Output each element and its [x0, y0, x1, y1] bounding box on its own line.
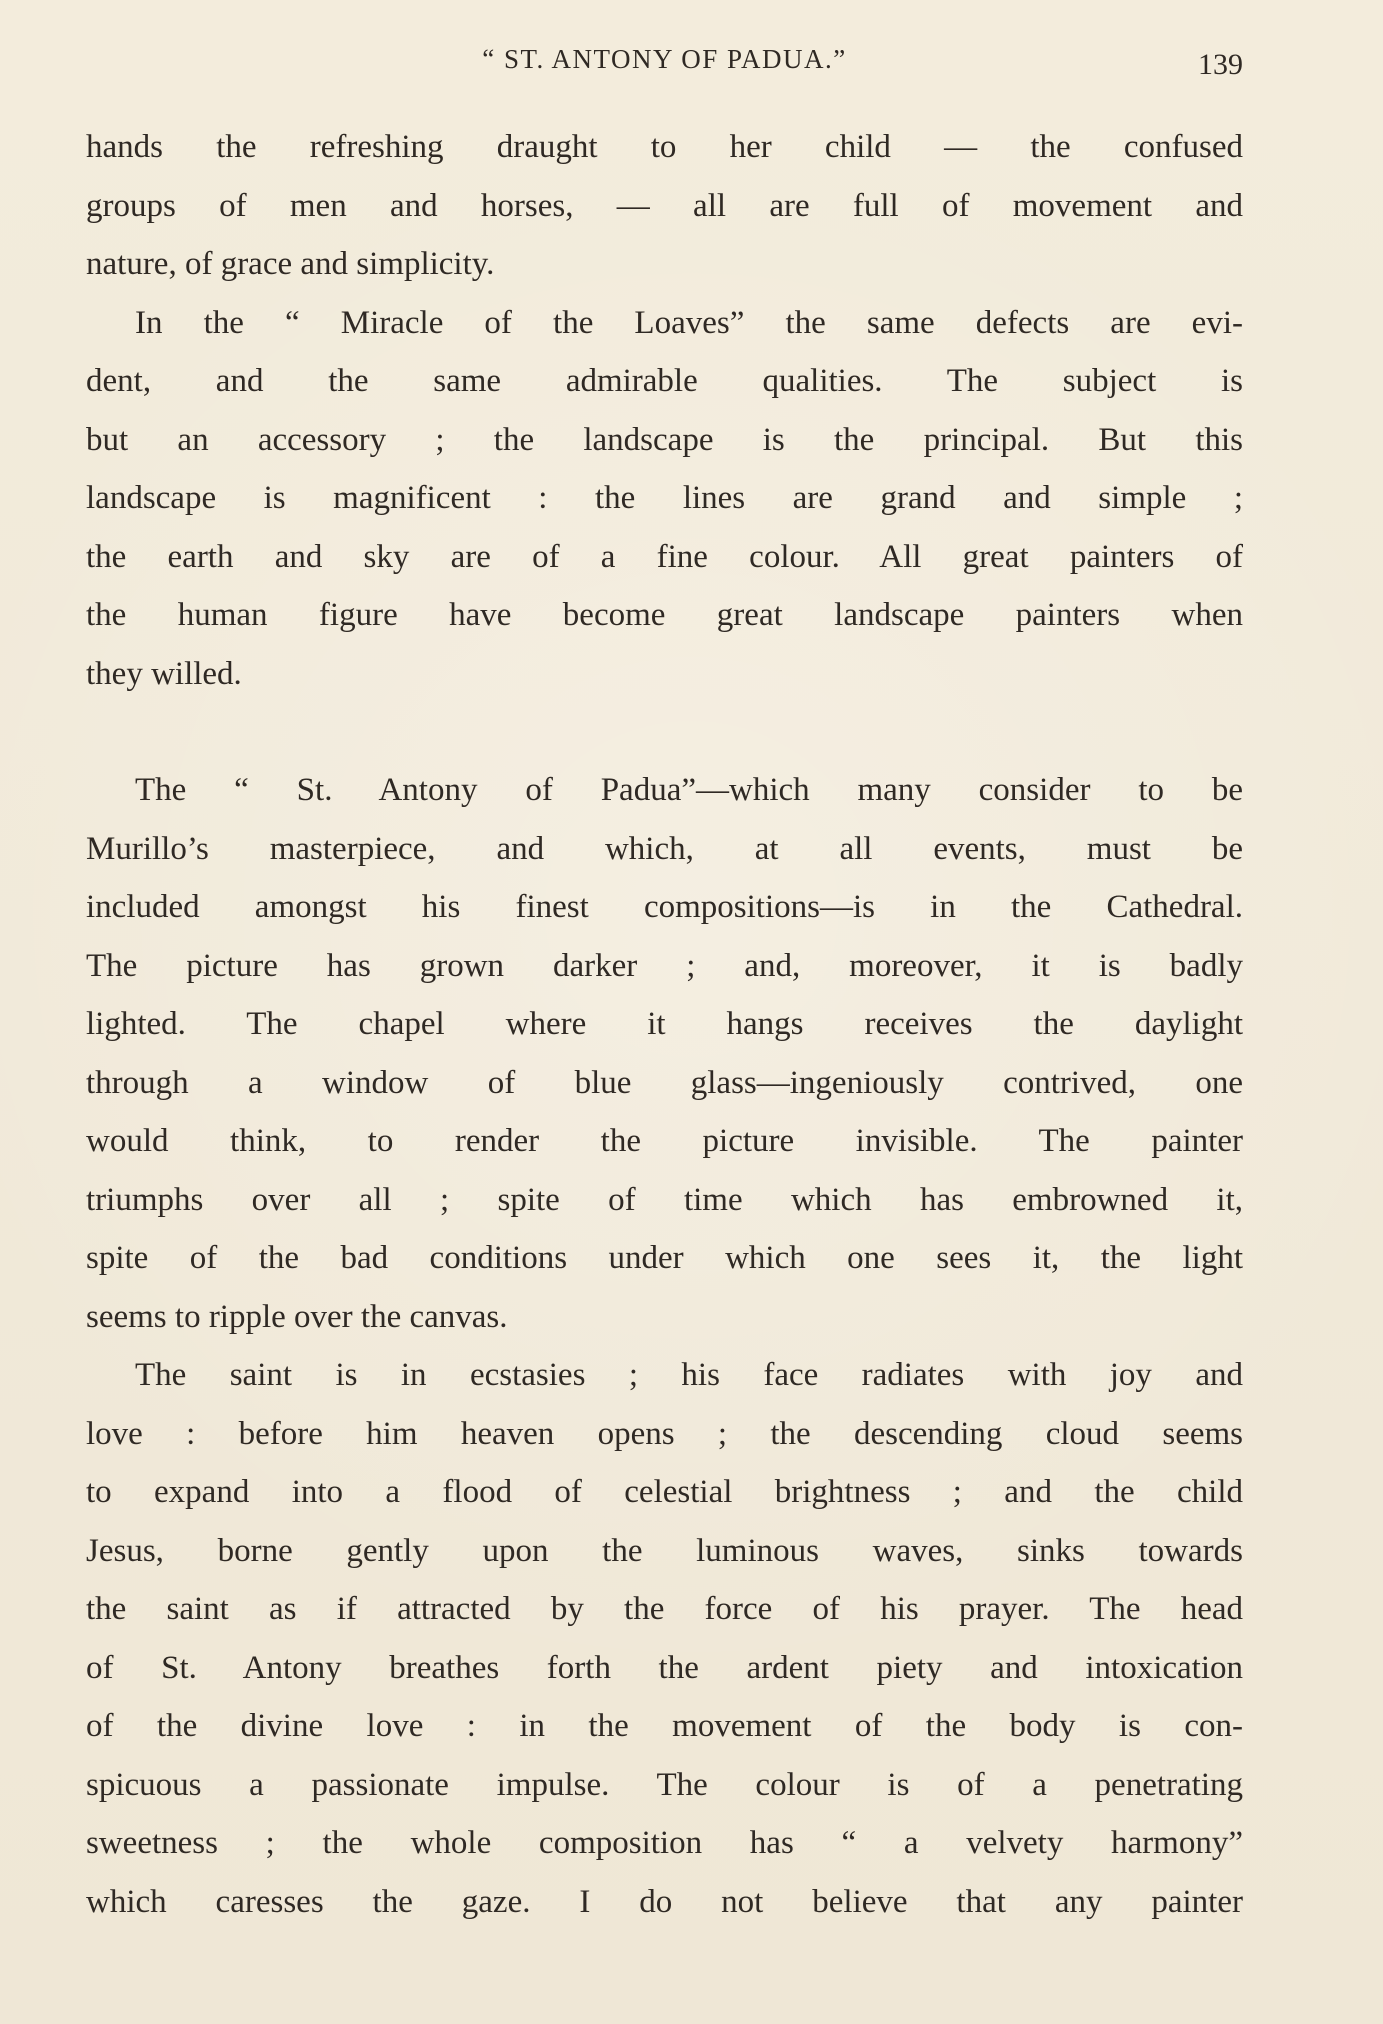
text-line: through a window of blue glass—ingeniously contrived, one	[86, 1064, 1243, 1101]
text-line: the human figure have become great landscape painters when	[86, 597, 1243, 633]
text-line: seems to ripple over the canvas.	[86, 1298, 508, 1335]
text-line: love : before him heaven opens ; the descending cloud seems	[86, 1415, 1243, 1452]
text-line: included amongst his finest compositions—is in the Cathedral.	[86, 889, 1243, 925]
text-line: lighted. The chapel where it hangs receives the daylight	[86, 1006, 1243, 1042]
text-line: sweetness ; the whole composition has “ a velvety harmony”	[86, 1825, 1243, 1861]
text-line: which caresses the gaze. I do not believe that any painter	[86, 1883, 1243, 1920]
text-line: hands the refreshing draught to her child — the confused	[86, 129, 1243, 165]
text-line: dent, and the same admirable qualities. The subject is	[86, 363, 1243, 399]
paragraph-4	[86, 1346, 1243, 1931]
page-title: “ ST. ANTONY OF PADUA.”	[482, 44, 847, 74]
text-line: landscape is magnificent : the lines are grand and simple ;	[86, 480, 1243, 516]
text-line: The “ St. Antony of Padua”—which many consider to be	[135, 772, 1243, 808]
text-line: but an accessory ; the landscape is the principal. But this	[86, 421, 1243, 458]
text-line: The picture has grown darker ; and, moreover, it is badly	[86, 947, 1243, 984]
text-line: The saint is in ecstasies ; his face radiates with joy and	[135, 1357, 1243, 1393]
text-line: to expand into a flood of celestial brightness ; and the child	[86, 1474, 1243, 1510]
text-line: spite of the bad conditions under which one sees it, the light	[86, 1240, 1243, 1276]
section-gap	[86, 703, 1243, 761]
paragraph-1	[86, 118, 1243, 294]
text-line: of St. Antony breathes forth the ardent piety and intoxication	[86, 1649, 1243, 1686]
running-head	[86, 44, 1243, 84]
text-line: the saint as if attracted by the force of his prayer. The head	[86, 1591, 1243, 1627]
text-line: Murillo’s masterpiece, and which, at all events, must be	[86, 830, 1243, 867]
body-text	[86, 118, 1243, 1931]
text-line: groups of men and horses, — all are full of movement and	[86, 187, 1243, 224]
page-number: 139	[1198, 48, 1243, 81]
paragraph-2	[86, 294, 1243, 704]
text-line: they willed.	[86, 655, 242, 692]
paragraph-3	[86, 761, 1243, 1346]
text-line: Jesus, borne gently upon the luminous waves, sinks towards	[86, 1532, 1243, 1569]
text-line: triumphs over all ; spite of time which has embrowned it,	[86, 1181, 1243, 1218]
text-line: of the divine love : in the movement of the body is con-	[86, 1708, 1243, 1744]
text-line: the earth and sky are of a fine colour. All great painters of	[86, 538, 1243, 575]
text-line: In the “ Miracle of the Loaves” the same defects are evi-	[135, 304, 1243, 341]
text-line: nature, of grace and simplicity.	[86, 246, 495, 282]
text-line: spicuous a passionate impulse. The colour is of a penetrating	[86, 1766, 1243, 1803]
text-line: would think, to render the picture invisible. The painter	[86, 1123, 1243, 1159]
